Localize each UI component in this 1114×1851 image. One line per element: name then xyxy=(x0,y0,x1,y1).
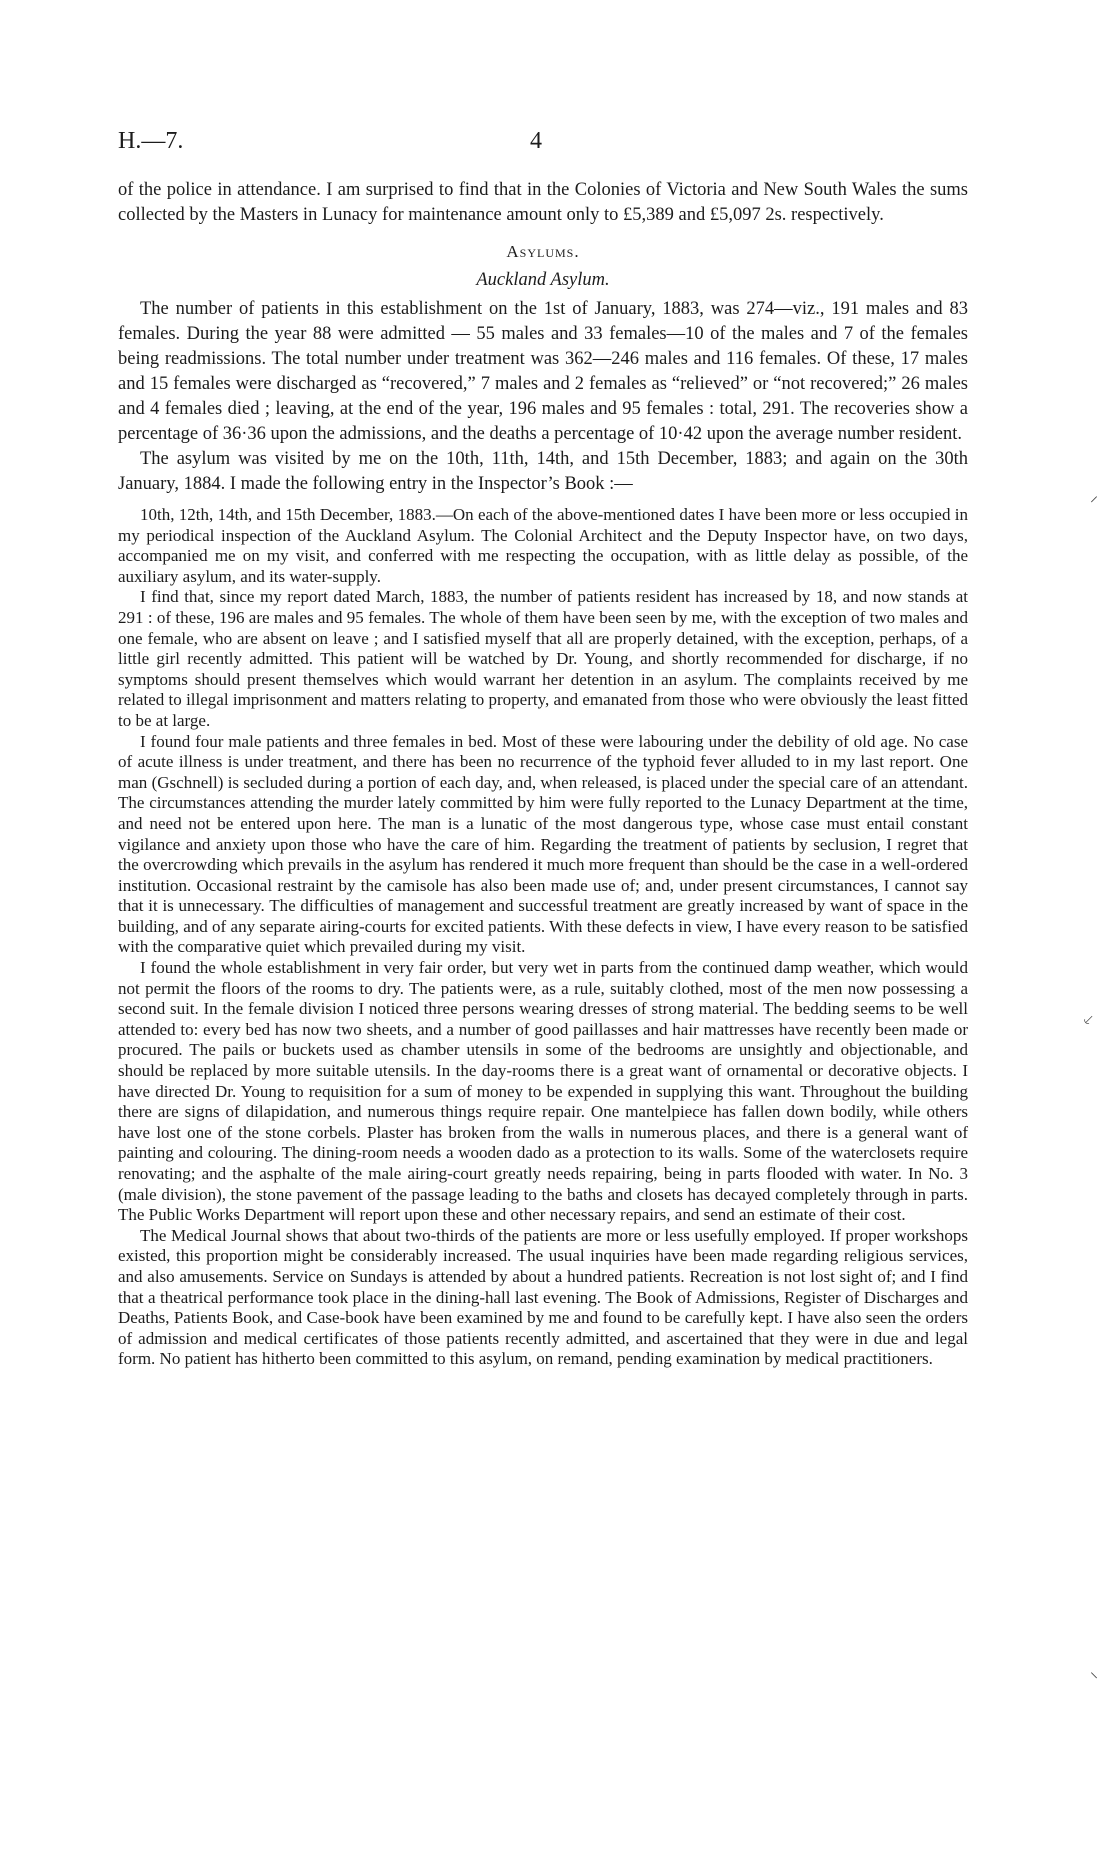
section-subheading: Auckland Asylum. xyxy=(476,270,610,290)
margin-mark: ⸔ xyxy=(1082,1012,1095,1029)
section-heading: Asylums. xyxy=(506,242,580,261)
page-content xyxy=(118,178,968,1370)
intro-section xyxy=(118,178,968,228)
report-paragraph-1: 10th, 12th, 14th, and 15th December, 1883.—On each of the above-mentioned dates I have been more or less occupied in my periodical inspection of the Auckland Asylum. The Colonial Architect and the Deputy Inspector have, on two days, accompanied me on my visit, and conferred with me respecting the occupation, with as little delay as possible, of the auxiliary asylum, and its water-supply. xyxy=(118,505,968,586)
report-paragraph-3: I found four male patients and three females in bed. Most of these were labouring under the debility of old age. No case of acute illness is under treatment, and there has been no recurrence of the typhoid fever alluded to in my last report. One man (Gschnell) is secluded during a portion of each day, and, when released, is placed under the special care of an attendant. The circumstances attending the murder lately committed by him were fully reported to the Lunacy Department at the time, and need not be entered upon here. The man is a lunatic of the most dangerous type, whose case must entail constant vigilance and anxiety upon those who have the care of him. Regarding the treatment of patients by seclusion, I regret that the overcrowding which prevails in the asylum has rendered it much more frequent than should be the case in a well-ordered institution. Occasional restraint by the camisole has also been made use of; and, under present circumstances, I cannot say that it is unnecessary. The difficulties of management and successful treatment are greatly increased by want of space in the building, and of any separate airing-courts for excited patients. With these defects in view, I have every reason to be satisfied with the comparative quiet which prevailed during my visit. xyxy=(118,731,968,957)
document-code: H.—7. xyxy=(118,128,184,154)
summary-paragraph-1: The number of patients in this establishment on the 1st of January, 1883, was 274—viz., 191 males and 83 females. During the year 88 were admitted — 55 males and 33 females—10 of the males and 7 of the females being readmissions. The total number under treatment was 362—246 males and 116 females. Of these, 17 males and 15 females were discharged as “recovered,” 7 males and 2 females as “relieved” or “not recovered;” 26 males and 4 females died ; leaving, at the end of the year, 196 males and 95 females : total, 291. The recoveries show a percentage of 36·36 upon the admissions, and the deaths a percentage of 10·42 upon the average number resident. xyxy=(118,299,968,444)
page-number: 4 xyxy=(530,128,542,154)
asylum-summary xyxy=(118,297,968,497)
page-header xyxy=(118,128,978,158)
report-paragraph-2: I find that, since my report dated March, 1883, the number of patients resident has increased by 18, and now stands at 291 : of these, 196 are males and 95 females. The whole of them have been seen by me, with the exception of two males and one female, who are absent on leave ; and I satisfied myself that all are properly detained, with the exception, perhaps, of a little girl recently admitted. This patient will be watched by Dr. Young, and shortly recommended for discharge, if no symptoms should present themselves which would warrant her detention in an asylum. The complaints received by me related to illegal imprisonment and matters relating to property, and emanated from those who were obviously the least fitted to be at large. xyxy=(118,587,968,730)
inspector-book-entry xyxy=(118,505,968,1370)
report-paragraph-4: I found the whole establishment in very fair order, but very wet in parts from the continued damp weather, which would not permit the floors of the rooms to dry. The patients were, as a rule, suitably clothed, most of the men now possessing a second suit. In the female division I noticed three persons wearing dresses of strong material. The bedding seems to be well attended to: every bed has now two sheets, and a number of good paillasses and hair mattresses have recently been made or procured. The pails or buckets used as chamber utensils in some of the bedrooms are unsightly and objectionable, and should be replaced by more suitable utensils. In the day-rooms there is a great want of ornamental or decorative objects. I have directed Dr. Young to requisition for a sum of money to be expended in supplying this want. Throughout the building there are signs of dilapidation, and numerous things require repair. One mantelpiece has fallen down bodily, while others have lost one of the stone corbels. Plaster has broken from the walls in numerous places, and there is a general want of painting and colouring. The dining-room needs a wooden dado as a protection to its walls. Some of the waterclosets require renovating; and the asphalte of the male airing-court greatly needs repairing, being in parts flooded with water. In No. 3 (male division), the stone pavement of the passage leading to the baths and closets has decayed completely through in parts. The Public Works Department will report upon these and other necessary repairs, and send an estimate of their cost. xyxy=(118,958,968,1225)
summary-paragraph-2: The asylum was visited by me on the 10th, 11th, 14th, and 15th December, 1883; and again on the 30th January, 1884. I made the following entry in the Inspector’s Book :— xyxy=(118,449,968,494)
report-paragraph-5: The Medical Journal shows that about two-thirds of the patients are more or less usefully employed. If proper workshops existed, this proportion might be considerably increased. The usual inquiries have been made regarding religious services, and also amusements. Service on Sundays is attended by about a hundred patients. Recreation is not lost sight of; and I find that a theatrical performance took place in the dining-hall last evening. The Book of Admissions, Register of Discharges and Deaths, Patients Book, and Case-book have been examined by me and found to be carefully kept. I have also seen the orders of admission and medical certificates of those patients recently admitted, and ascertained that they were in due and legal form. No patient has hitherto been committed to this asylum, on remand, pending examination by medical practitioners. xyxy=(118,1225,968,1369)
margin-mark: ⸜ xyxy=(1090,1664,1099,1681)
margin-mark: ⸝ xyxy=(1090,488,1099,505)
intro-paragraph: of the police in attendance. I am surprised to find that in the Colonies of Victoria and New South Wales the sums collected by the Masters in Lunacy for maintenance amount only to £5,389 and £5,097 2s. respectively. xyxy=(118,180,968,225)
